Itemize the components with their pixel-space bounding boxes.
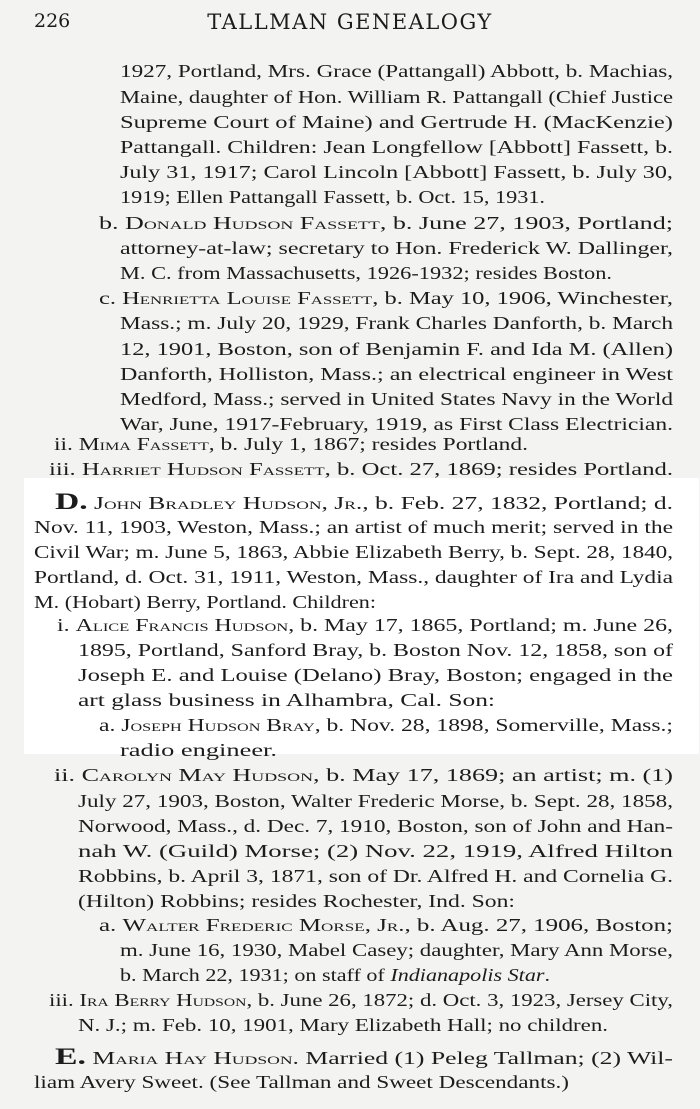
text-line: iii. Ira Berry Hudson, b. June 26, 1872; d. Oct. 3, 1923, Jersey City, (49, 990, 674, 1010)
text-line: Nov. 11, 1903, Weston, Mass.; an artist of much merit; served in the (34, 517, 674, 537)
text-line: N. J.; m. Feb. 10, 1901, Mary Elizabeth Hall; no children. (78, 1015, 609, 1035)
text-line: M. (Hobart) Berry, Portland. Children: (34, 592, 376, 612)
text-line: ii. Carolyn May Hudson, b. May 17, 1869; an artist; m. (1) (54, 765, 673, 785)
text-line: War, June, 1917-February, 1919, as First Class Electrician. (120, 414, 673, 434)
text-line: 1895, Portland, Sanford Bray, b. Boston Nov. 12, 1858, son of (78, 640, 673, 660)
page-header (0, 10, 700, 40)
text-line: c. Henrietta Louise Fassett, b. May 10, 1906, Winchester, (99, 288, 674, 308)
text-line: D. John Bradley Hudson, Jr., b. Feb. 27, 1832, Portland; d. (55, 489, 673, 514)
person-name: Harriet Hudson Fassett (81, 459, 325, 479)
text-line: art glass business in Alhambra, Cal. Son: (78, 690, 496, 710)
person-name: Maria Hay Hudson (92, 1048, 293, 1068)
text-line: Civil War; m. June 5, 1863, Abbie Elizabeth Berry, b. Sept. 28, 1840, (34, 542, 673, 562)
person-name: Henrietta Louise Fassett (122, 288, 373, 308)
text-line: attorney-at-law; secretary to Hon. Frederick W. Dallinger, (120, 238, 673, 258)
text-line: Norwood, Mass., d. Dec. 7, 1910, Boston, son of John and Han- (78, 816, 674, 836)
text-line: Portland, d. Oct. 31, 1911, Weston, Mass., daughter of Ira and Lydia (34, 567, 673, 587)
running-head: TALLMAN GENEALOGY (207, 10, 493, 34)
text-line: Danforth, Holliston, Mass.; an electrical engineer in West (120, 364, 673, 384)
section-letter: D. (55, 489, 88, 514)
text-line: July 27, 1903, Boston, Walter Frederic Morse, b. Sept. 28, 1858, (78, 791, 673, 811)
text-line: (Hilton) Robbins; resides Rochester, Ind. Son: (78, 891, 516, 911)
text-line: 12, 1901, Boston, son of Benjamin F. and Ida M. (Allen) (120, 339, 674, 359)
text-line: E. Maria Hay Hudson. Married (1) Peleg Tallman; (2) Wil- (55, 1044, 673, 1069)
text-line: ii. Mima Fassett, b. July 1, 1867; resides Portland. (54, 434, 529, 454)
section-letter: E. (55, 1044, 86, 1069)
person-name: Donald Hudson Fassett (125, 213, 380, 233)
text-line: Supreme Court of Maine) and Gertrude H. (MacKenzie) (120, 112, 673, 132)
text-line: i. Alice Francis Hudson, b. May 17, 1865, Portland; m. June 26, (57, 615, 673, 635)
text-line: 1927, Portland, Mrs. Grace (Pattangall) Abbott, b. Machias, (120, 61, 674, 81)
text-line: nah W. (Guild) Morse; (2) Nov. 22, 1919, Alfred Hilton (78, 841, 674, 861)
text-line: 1919; Ellen Pattangall Fassett, b. Oct. 15, 1931. (120, 187, 545, 207)
text-line: July 31, 1917; Carol Lincoln [Abbott] Fassett, b. July 30, (120, 162, 673, 182)
text-line: M. C. from Massachusetts, 1926-1932; resides Boston. (120, 263, 613, 283)
text-line: Medford, Mass.; served in United States Navy in the World (120, 389, 673, 409)
text-line: a. Walter Frederic Morse, Jr., b. Aug. 27, 1906, Boston; (99, 915, 673, 935)
person-name: Walter Frederic Morse, Jr. (122, 915, 405, 935)
text-line: Maine, daughter of Hon. William R. Pattangall (Chief Justice (120, 87, 674, 107)
text-line: b. March 22, 1931; on staff of Indianapolis Star. (120, 965, 551, 985)
text-line: Joseph E. and Louise (Delano) Bray, Boston; engaged in the (78, 665, 674, 685)
text-line: liam Avery Sweet. (See Tallman and Sweet Descendants.) (34, 1072, 569, 1092)
text-line: Robbins, b. April 3, 1871, son of Dr. Alfred H. and Cornelia G. (78, 866, 673, 886)
person-name: Alice Francis Hudson (75, 615, 289, 635)
person-name: Ira Berry Hudson (79, 990, 247, 1010)
text-line: radio engineer. (120, 740, 277, 760)
text-line: b. Donald Hudson Fassett, b. June 27, 1903, Portland; (99, 213, 673, 233)
person-name: Carolyn May Hudson (81, 765, 314, 785)
person-name: John Bradley Hudson, Jr. (94, 493, 363, 513)
italic-title: Indianapolis Star (390, 965, 545, 985)
text-line: m. June 16, 1930, Mabel Casey; daughter, Mary Ann Morse, (120, 940, 674, 960)
text-line: Mass.; m. July 20, 1929, Frank Charles Danforth, b. March (120, 313, 674, 333)
person-name: Joseph Hudson Bray (121, 715, 315, 735)
page-number: 226 (34, 10, 71, 32)
text-line: Pattangall. Children: Jean Longfellow [Abbott] Fassett, b. (120, 137, 674, 157)
text-line: iii. Harriet Hudson Fassett, b. Oct. 27, 1869; resides Portland. (49, 459, 674, 479)
text-line: a. Joseph Hudson Bray, b. Nov. 28, 1898, Somerville, Mass.; (99, 715, 673, 735)
person-name: Mima Fassett (78, 434, 209, 454)
